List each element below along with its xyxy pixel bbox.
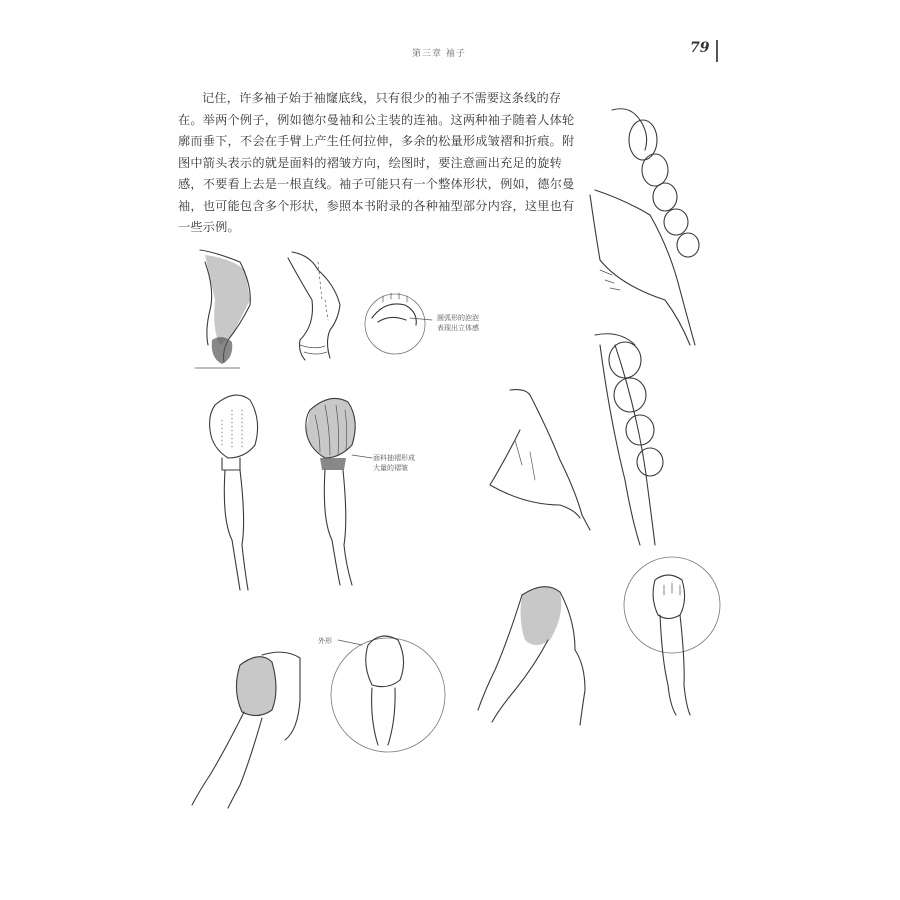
sketch-segmented-sleeve-bottom bbox=[595, 334, 663, 545]
body-paragraph: 记住，许多袖子始于袖窿底线，只有很少的袖子不需要这条线的存在。举两个例子，例如德尔曼袖和公主装的连袖。这两种袖子随着人体轮廓而垂下，不会在手臂上产生任何拉伸，多余的松量形成皱褶和折痕。附图中箭头表示的就是面料的褶皱方向，绘图时，要注意画出充足的旋转感，不要看上去是一根直线。袖子可能只有一个整体形状，例如，德尔曼袖，也可能包含多个形状，参照本书附录的各种袖型部分内容，这里也有一些示例。 bbox=[178, 91, 575, 234]
sketch-long-sleeve-shaded bbox=[478, 587, 585, 725]
outside-label: 外形 bbox=[318, 637, 332, 645]
sketch-dolman-sleeve bbox=[490, 390, 590, 530]
sketch-circle-arm-outside bbox=[331, 636, 445, 752]
sketch-segmented-sleeve-top bbox=[590, 109, 699, 345]
sketch-bent-arm-outline bbox=[288, 252, 340, 360]
sketch-circle-arm-right bbox=[624, 557, 720, 715]
sketch-bent-arm-shaded bbox=[195, 250, 250, 368]
gather-note-line-2: 大量的褶皱 bbox=[373, 464, 408, 472]
circle-note-line-2: 表现出立体感 bbox=[437, 324, 479, 332]
sketch-puff-sleeve-gathered bbox=[306, 398, 372, 585]
circle-note-line-1: 圆弧形的泡泡 bbox=[437, 314, 479, 322]
sketch-puff-sleeve-outline bbox=[210, 395, 258, 590]
sketch-circle-detail bbox=[365, 293, 432, 354]
chapter-header: 第三章 袖子 bbox=[412, 49, 466, 59]
gather-note-line-1: 面料抽褶形成 bbox=[373, 454, 415, 462]
page-number: 79 bbox=[690, 40, 710, 56]
sketch-puff-arm-bottom-left bbox=[192, 652, 300, 808]
